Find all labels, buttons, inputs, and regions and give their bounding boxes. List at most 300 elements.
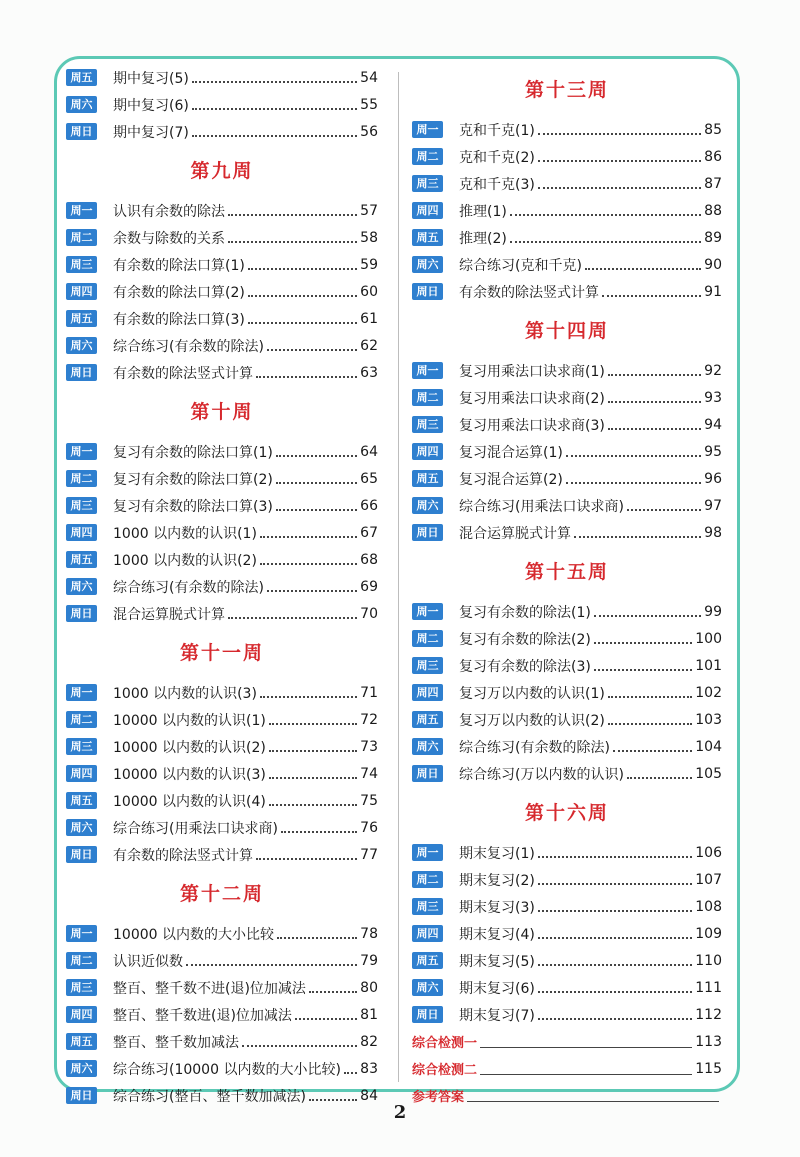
dot-leader [538,936,692,939]
toc-entry[interactable] [66,600,378,627]
entry-title: 10000 以内数的认识(3) [113,766,266,783]
toc-entry[interactable] [412,411,722,438]
entry-page-number: 92 [704,362,722,379]
entry-page-number: 76 [360,819,378,836]
toc-entry[interactable] [66,573,378,600]
entry-page-number: 104 [695,738,722,755]
entry-page-number: 70 [360,605,378,622]
entry-page-number: 75 [360,792,378,809]
entry-title: 复习有余数的除法(1) [459,604,591,621]
weekday-badge: 周三 [66,256,97,273]
weekday-badge: 周一 [66,684,97,701]
weekday-badge: 周五 [66,310,97,327]
weekday-badge: 周一 [412,844,443,861]
entry-page-number: 74 [360,765,378,782]
weekday-badge: 周六 [66,1060,97,1077]
toc-entry[interactable] [412,598,722,625]
week-heading: 第十三周 [524,79,609,101]
entry-title: 整百、整千数加减法 [113,1034,239,1051]
weekday-badge: 周四 [412,925,443,942]
weekday-badge: 周六 [412,738,443,755]
dot-leader [256,375,357,378]
weekday-badge: 周一 [412,121,443,138]
entry-title: 复习用乘法口诀求商(1) [459,363,605,380]
weekday-badge: 周日 [412,765,443,782]
toc-entry[interactable] [66,492,378,519]
entry-page-number: 61 [360,310,378,327]
week-heading: 第十周 [190,401,254,423]
toc-entry[interactable] [66,1028,378,1055]
entry-page-number: 115 [695,1060,722,1077]
entry-title: 期末复习(7) [459,1007,535,1024]
entry-title: 参考答案 [412,1090,465,1105]
weekday-badge: 周一 [66,925,97,942]
weekday-badge: 周五 [412,470,443,487]
weekday-badge: 周四 [66,283,97,300]
dot-leader [480,1073,692,1075]
dot-leader [260,535,357,538]
entry-title: 推理(1) [459,203,507,220]
entry-title: 有余数的除法口算(1) [113,257,245,274]
dot-leader [480,1046,692,1048]
toc-left-column [66,64,378,1109]
weekday-badge: 周二 [66,711,97,728]
dot-leader [276,481,357,484]
entry-title: 综合练习(克和千克) [459,257,582,274]
dot-leader [256,857,357,860]
entry-title: 认识有余数的除法 [113,203,225,220]
dot-leader [228,240,357,243]
entry-page-number: 80 [360,979,378,996]
entry-title: 有余数的除法竖式计算 [113,847,253,864]
entry-title: 有余数的除法口算(3) [113,311,245,328]
entry-title: 综合练习(用乘法口诀求商) [113,820,278,837]
entry-page-number: 85 [704,121,722,138]
toc-entry[interactable] [412,357,722,384]
entry-title: 1000 以内数的认识(2) [113,552,257,569]
toc-entry[interactable] [412,760,722,787]
entry-page-number: 105 [695,765,722,782]
weekday-badge: 周六 [66,819,97,836]
toc-entry[interactable] [412,920,722,947]
dot-leader [276,508,357,511]
entry-title: 复习混合运算(1) [459,444,563,461]
entry-title: 有余数的除法竖式计算 [113,365,253,382]
dot-leader [627,508,701,511]
dot-leader [295,1017,357,1020]
entry-page-number: 84 [360,1087,378,1104]
entry-title: 余数与除数的关系 [113,230,225,247]
entry-title: 期末复习(4) [459,926,535,943]
entry-title: 综合练习(有余数的除法) [459,739,610,756]
entry-title: 推理(2) [459,230,507,247]
toc-entry[interactable] [66,760,378,787]
entry-title: 复习有余数的除法口算(2) [113,471,273,488]
entry-page-number: 69 [360,578,378,595]
toc-entry[interactable] [66,920,378,947]
dot-leader [242,1044,357,1047]
entry-title: 综合练习(有余数的除法) [113,579,264,596]
toc-entry[interactable] [412,143,722,170]
weekday-badge: 周日 [66,1087,97,1104]
entry-title: 综合检测一 [412,1036,478,1051]
weekday-badge: 周四 [66,765,97,782]
entry-page-number: 56 [360,123,378,140]
entry-title: 复习混合运算(2) [459,471,563,488]
toc-entry[interactable] [66,519,378,546]
weekday-badge: 周六 [412,979,443,996]
dot-leader [260,562,357,565]
toc-entry[interactable] [412,866,722,893]
toc-entry[interactable] [66,91,378,118]
dot-leader [538,909,692,912]
toc-right-column [412,64,722,1109]
weekday-badge: 周四 [412,684,443,701]
toc-entry[interactable] [66,546,378,573]
entry-page-number: 110 [695,952,722,969]
dot-leader [627,776,692,779]
weekday-badge: 周日 [66,605,97,622]
entry-title: 综合练习(用乘法口诀求商) [459,498,624,515]
entry-title: 综合检测二 [412,1063,478,1078]
entry-page-number: 98 [704,524,722,541]
dot-leader [248,267,357,270]
dot-leader [281,830,357,833]
weekday-badge: 周日 [412,1006,443,1023]
toc-entry[interactable] [412,170,722,197]
entry-page-number: 87 [704,175,722,192]
dot-leader [192,80,357,83]
weekday-badge: 周四 [412,202,443,219]
toc-entry[interactable] [66,305,378,332]
entry-title: 整百、整千数不进(退)位加减法 [113,980,306,997]
entry-title: 10000 以内数的认识(4) [113,793,266,810]
dot-leader [510,240,701,243]
week-heading: 第十五周 [524,561,609,583]
entry-title: 克和千克(2) [459,149,535,166]
entry-page-number: 111 [695,979,722,996]
entry-page-number: 57 [360,202,378,219]
dot-leader [228,616,357,619]
entry-title: 复习有余数的除法(2) [459,631,591,648]
weekday-badge: 周五 [412,229,443,246]
weekday-badge: 周三 [412,898,443,915]
dot-leader [309,1098,357,1101]
dot-leader [276,454,357,457]
toc-entry[interactable] [412,625,722,652]
toc-entry[interactable] [412,839,722,866]
weekday-badge: 周六 [66,578,97,595]
dot-leader [608,373,701,376]
entry-title: 复习万以内数的认识(1) [459,685,605,702]
toc-entry[interactable] [412,278,722,305]
weekday-badge: 周二 [66,952,97,969]
entry-title: 10000 以内数的大小比较 [113,926,274,943]
entry-title: 综合练习(整百、整千数加减法) [113,1088,306,1105]
toc-entry[interactable] [66,947,378,974]
week-heading: 第十二周 [179,883,264,905]
dot-leader [602,294,701,297]
weekday-badge: 周三 [66,979,97,996]
toc-entry[interactable] [66,197,378,224]
entry-title: 认识近似数 [113,953,183,970]
toc-entry[interactable] [412,733,722,760]
entry-title: 期中复习(5) [113,70,189,87]
entry-page-number: 100 [695,630,722,647]
entry-page-number: 77 [360,846,378,863]
entry-page-number: 54 [360,69,378,86]
toc-entry[interactable] [412,224,722,251]
weekday-badge: 周一 [66,202,97,219]
entry-title: 综合练习(万以内数的认识) [459,766,624,783]
entry-title: 期末复习(3) [459,899,535,916]
toc-entry[interactable] [66,332,378,359]
entry-page-number: 95 [704,443,722,460]
dot-leader [269,803,357,806]
weekday-badge: 周五 [66,1033,97,1050]
weekday-badge: 周三 [66,497,97,514]
entry-title: 混合运算脱式计算 [459,525,571,542]
dot-leader [538,990,692,993]
entry-page-number: 93 [704,389,722,406]
entry-title: 1000 以内数的认识(3) [113,685,257,702]
weekday-badge: 周五 [66,792,97,809]
toc-entry[interactable] [66,787,378,814]
entry-title: 复习用乘法口诀求商(3) [459,417,605,434]
entry-title: 有余数的除法口算(2) [113,284,245,301]
toc-entry[interactable] [412,679,722,706]
toc-entry[interactable] [412,519,722,546]
entry-page-number: 97 [704,497,722,514]
entry-title: 期中复习(7) [113,124,189,141]
entry-page-number: 94 [704,416,722,433]
entry-title: 综合练习(有余数的除法) [113,338,264,355]
entry-title: 期末复习(6) [459,980,535,997]
toc-entry[interactable] [66,278,378,305]
dot-leader [192,134,357,137]
entry-title: 克和千克(3) [459,176,535,193]
entry-title: 复习有余数的除法(3) [459,658,591,675]
dot-leader [594,641,692,644]
toc-entry[interactable] [66,679,378,706]
weekday-badge: 周四 [66,524,97,541]
entry-page-number: 101 [695,657,722,674]
weekday-badge: 周日 [412,283,443,300]
week-heading: 第九周 [190,160,254,182]
dot-leader [608,722,692,725]
entry-page-number: 73 [360,738,378,755]
entry-title: 10000 以内数的认识(1) [113,712,266,729]
weekday-badge: 周六 [412,497,443,514]
dot-leader [260,695,357,698]
weekday-badge: 周一 [412,603,443,620]
toc-entry[interactable] [412,652,722,679]
dot-leader [538,132,701,135]
dot-leader [192,107,357,110]
weekday-badge: 周日 [412,524,443,541]
dot-leader [585,267,701,270]
entry-page-number: 106 [695,844,722,861]
toc-entry[interactable] [66,1055,378,1082]
dot-leader [566,454,701,457]
entry-page-number: 112 [695,1006,722,1023]
entry-page-number: 89 [704,229,722,246]
dot-leader [186,963,357,966]
weekday-badge: 周二 [66,470,97,487]
dot-leader [594,614,701,617]
entry-title: 1000 以内数的认识(1) [113,525,257,542]
weekday-badge: 周五 [66,551,97,568]
weekday-badge: 周一 [66,443,97,460]
dot-leader [538,963,692,966]
toc-entry[interactable] [66,359,378,386]
entry-page-number: 67 [360,524,378,541]
entry-page-number: 62 [360,337,378,354]
entry-title: 复习有余数的除法口算(3) [113,498,273,515]
toc-entry[interactable] [66,706,378,733]
toc-entry[interactable] [66,64,378,91]
entry-page-number: 99 [704,603,722,620]
dot-leader [277,936,357,939]
entry-page-number: 88 [704,202,722,219]
toc-entry[interactable] [66,814,378,841]
weekday-badge: 周三 [412,657,443,674]
toc-entry[interactable] [66,118,378,145]
weekday-badge: 周五 [66,69,97,86]
toc-entry[interactable] [412,197,722,224]
toc-entry[interactable] [412,893,722,920]
entry-page-number: 60 [360,283,378,300]
weekday-badge: 周日 [66,123,97,140]
toc-entry[interactable] [412,706,722,733]
toc-entry[interactable] [66,974,378,1001]
toc-entry[interactable] [412,438,722,465]
entry-page-number: 63 [360,364,378,381]
toc-entry[interactable] [412,465,722,492]
dot-leader [538,1017,692,1020]
toc-entry[interactable] [412,251,722,278]
weekday-badge: 周六 [66,96,97,113]
weekday-badge: 周二 [412,148,443,165]
entry-page-number: 103 [695,711,722,728]
entry-title: 10000 以内数的认识(2) [113,739,266,756]
toc-entry[interactable] [66,438,378,465]
weekday-badge: 周四 [66,1006,97,1023]
toc-entry[interactable] [66,224,378,251]
toc-entry[interactable] [66,841,378,868]
entry-title: 整百、整千数进(退)位加减法 [113,1007,292,1024]
entry-page-number: 66 [360,497,378,514]
entry-page-number: 108 [695,898,722,915]
entry-title: 期末复习(5) [459,953,535,970]
entry-title: 有余数的除法竖式计算 [459,284,599,301]
entry-page-number: 71 [360,684,378,701]
weekday-badge: 周三 [412,416,443,433]
entry-title: 复习有余数的除法口算(1) [113,444,273,461]
toc-entry[interactable] [412,1001,722,1028]
weekday-badge: 周二 [412,630,443,647]
entry-title: 复习万以内数的认识(2) [459,712,605,729]
weekday-badge: 周三 [66,738,97,755]
entry-page-number: 107 [695,871,722,888]
entry-page-number: 65 [360,470,378,487]
entry-page-number: 109 [695,925,722,942]
column-divider [398,72,399,1082]
toc-entry[interactable] [66,251,378,278]
weekday-badge: 周二 [66,229,97,246]
dot-leader [608,400,701,403]
weekday-badge: 周一 [412,362,443,379]
entry-page-number: 68 [360,551,378,568]
dot-leader [267,589,357,592]
weekday-badge: 周日 [66,364,97,381]
entry-page-number: 91 [704,283,722,300]
weekday-badge: 周四 [412,443,443,460]
toc-entry[interactable] [412,384,722,411]
entry-title: 复习用乘法口诀求商(2) [459,390,605,407]
weekday-badge: 周五 [412,711,443,728]
toc-entry[interactable] [412,974,722,1001]
weekday-badge: 周五 [412,952,443,969]
entry-page-number: 72 [360,711,378,728]
weekday-badge: 周日 [66,846,97,863]
entry-page-number: 79 [360,952,378,969]
toc-entry[interactable] [412,492,722,519]
entry-page-number: 102 [695,684,722,701]
entry-page-number: 86 [704,148,722,165]
entry-page-number: 90 [704,256,722,273]
weekday-badge: 周二 [412,389,443,406]
toc-entry[interactable] [412,116,722,143]
dot-leader [228,213,357,216]
toc-entry[interactable] [66,465,378,492]
entry-page-number: 55 [360,96,378,113]
dot-leader [267,348,357,351]
toc-entry[interactable] [66,1001,378,1028]
dot-leader [538,186,701,189]
toc-special-entry[interactable] [412,1028,722,1055]
weekday-badge: 周六 [412,256,443,273]
dot-leader [248,321,357,324]
entry-title: 混合运算脱式计算 [113,606,225,623]
week-heading: 第十六周 [524,802,609,824]
dot-leader [309,990,357,993]
entry-title: 期末复习(1) [459,845,535,862]
dot-leader [510,213,701,216]
dot-leader [566,481,701,484]
weekday-badge: 周三 [412,175,443,192]
dot-leader [538,855,692,858]
entry-page-number: 96 [704,470,722,487]
dot-leader [594,668,692,671]
dot-leader [344,1071,357,1074]
week-heading: 第十一周 [179,642,264,664]
toc-entry[interactable] [412,947,722,974]
week-heading: 第十四周 [524,320,609,342]
dot-leader [269,722,357,725]
dot-leader [269,749,357,752]
entry-title: 期末复习(2) [459,872,535,889]
entry-page-number: 64 [360,443,378,460]
weekday-badge: 周二 [412,871,443,888]
toc-special-entry[interactable] [412,1055,722,1082]
dot-leader [269,776,357,779]
toc-entry[interactable] [66,733,378,760]
entry-title: 期中复习(6) [113,97,189,114]
dot-leader [613,749,692,752]
dot-leader [608,427,701,430]
entry-page-number: 81 [360,1006,378,1023]
